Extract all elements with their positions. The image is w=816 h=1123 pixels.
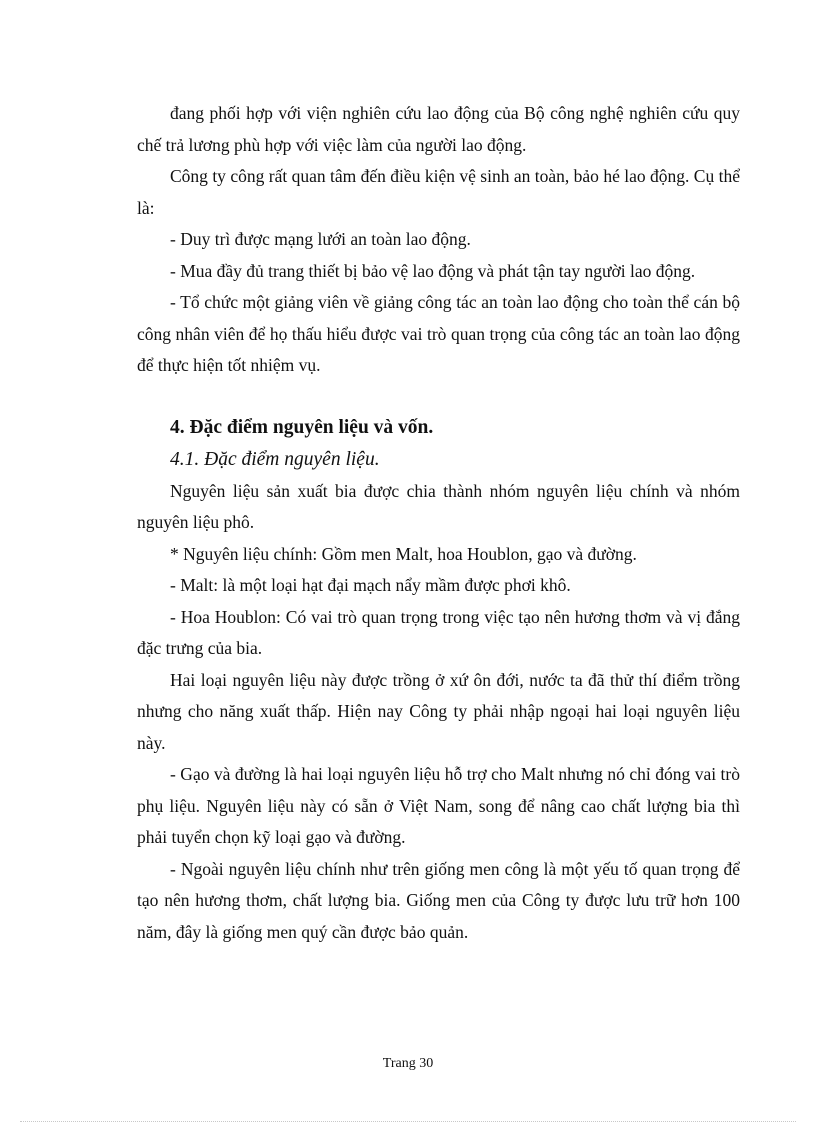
- list-item-malt: - Malt: là một loại hạt đại mạch nẩy mầm được phơi khô.: [170, 575, 571, 595]
- page-bottom-divider: [20, 1121, 796, 1122]
- paragraph-continuation: đang phối hợp với viện nghiên cứu lao động của Bộ công nghệ nghiên cứu quy chế trả lương phù hợp với việc làm của người lao động.: [137, 103, 740, 155]
- list-item-yeast: - Ngoài nguyên liệu chính như trên giống men công là một yếu tố quan trọng để tạo nên hương thơm, chất lượng bia. Giống men của Công ty được lưu trữ hơn 100 năm, đây là giống men quý cần được bảo quản.: [137, 858, 740, 942]
- list-item-safety-network: - Duy trì được mạng lưới an toàn lao động.: [170, 229, 471, 249]
- page-number: Trang 30: [382, 1056, 434, 1071]
- subsection-heading: 4.1. Đặc điểm nguyên liệu.: [170, 448, 380, 470]
- list-item-safety-training: - Tổ chức một giảng viên về giảng công tác an toàn lao động cho toàn thể cán bộ công nhân viên để họ thấu hiểu được vai trò quan trọng của công tác an toàn lao động để thực hiện tốt nhiệm vụ.: [137, 292, 740, 375]
- paragraph-safety-intro: Công ty công rất quan tâm đến điều kiện vệ sinh an toàn, bảo hé lao động. Cụ thể là:: [137, 166, 740, 218]
- paragraph-import: Hai loại nguyên liệu này được trồng ở xứ ôn đới, nước ta đã thử thí điểm trồng nhưng cho năng xuất thấp. Hiện nay Công ty phải nhập ngoại hai loại nguyên liệu này.: [137, 669, 740, 753]
- paragraph-main-materials: * Nguyên liệu chính: Gồm men Malt, hoa Houblon, gạo và đường.: [170, 543, 637, 564]
- paragraph-materials-groups: Nguyên liệu sản xuất bia được chia thành nhóm nguyên liệu chính và nhóm nguyên liệu phô.: [137, 480, 740, 532]
- list-item-houblon: - Hoa Houblon: Có vai trò quan trọng trong việc tạo nên hương thơm và vị đắng đặc trưng của bia.: [137, 606, 740, 658]
- list-item-rice-sugar: - Gạo và đường là hai loại nguyên liệu hỗ trợ cho Malt nhưng nó chỉ đóng vai trò phụ liệu. Nguyên liệu này có sẵn ở Việt Nam, song để nâng cao chất lượng bia thì phải tuyển chọn kỹ loại gạo và đường.: [137, 764, 740, 847]
- page-content: [137, 98, 740, 948]
- section-heading: 4. Đặc điểm nguyên liệu và vốn.: [170, 416, 434, 438]
- list-item-safety-equipment: - Mua đầy đủ trang thiết bị bảo vệ lao động và phát tận tay người lao động.: [170, 260, 696, 281]
